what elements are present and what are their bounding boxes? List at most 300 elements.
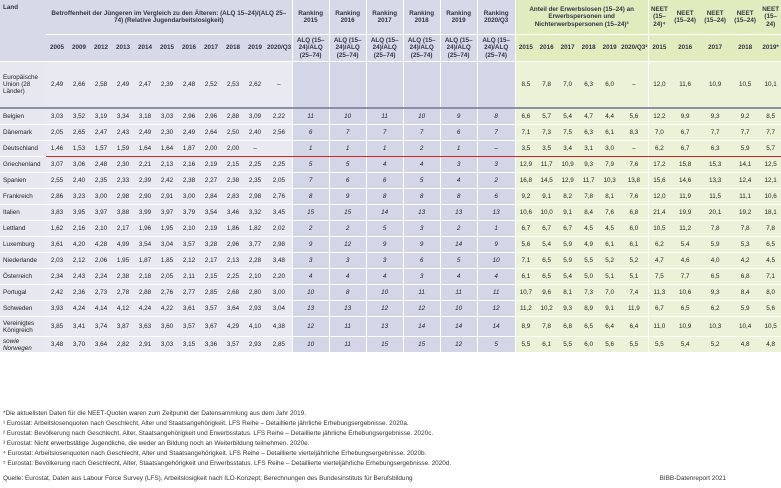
share-cell: 5,4 [557,108,578,125]
neet-cell: 4,7 [648,253,670,269]
share-cell: 11,2 [515,301,536,317]
share-cell: 8,1 [599,189,620,205]
ratio-cell: 2,00 [222,141,244,157]
ratio-cell: 3,70 [68,337,90,353]
ratio-cell: 3,18 [134,108,156,125]
ratio-cell: 1,62 [46,221,68,237]
ratio-cell: 2,91 [156,189,178,205]
neet-cell: 6,5 [670,301,700,317]
table-row [0,253,781,269]
share-cell: 9,6 [536,285,557,301]
ratio-cell: 2,05 [266,173,292,189]
ratio-cell: 2,47 [90,125,112,141]
ratio-cell: 3,00 [178,189,200,205]
ranking-cell: 6 [403,253,440,269]
ratio-cell: 3,52 [68,108,90,125]
share-cell: 8,9 [515,317,536,337]
year-header: 2017 [557,35,578,62]
ratio-cell: 3,64 [90,337,112,353]
ratio-cell: 2,76 [156,285,178,301]
ratio-cell: 2,50 [222,125,244,141]
ratio-cell: 3,57 [200,301,222,317]
ranking-cell: 9 [403,237,440,253]
share-cell: 6,5 [578,317,599,337]
ratio-cell: 2,15 [200,269,222,285]
share-cell: 12,9 [515,157,536,173]
ratio-cell: 2,73 [90,285,112,301]
ranking-cell: 11 [477,285,515,301]
share-cell: 7,0 [557,62,578,109]
ratio-cell: 2,13 [222,253,244,269]
share-cell: 7,8 [578,189,599,205]
neet-cell: 10,9 [670,317,700,337]
share-cell: 11,7 [578,173,599,189]
share-cell: 9,3 [557,301,578,317]
neet-cell: 4,5 [760,253,781,269]
ratio-cell: 3,74 [90,317,112,337]
ranking-cell: 8 [366,189,403,205]
ratio-cell: 2,58 [90,62,112,109]
ratio-cell: 2,35 [90,173,112,189]
ranking-cell: 2 [329,221,366,237]
neet-cell: 12,4 [730,173,760,189]
ratio-cell: 1,59 [112,141,134,157]
neet-cell: 21,4 [648,205,670,221]
share-cell: 5,6 [620,108,648,125]
neet-cell: 13,3 [700,173,730,189]
ratio-cell: 1,95 [156,221,178,237]
ranking-cell: 9 [477,237,515,253]
ranking-cell: 11 [403,285,440,301]
ranking-cell: 3 [440,157,477,173]
ranking-cell: 5 [440,253,477,269]
year-header: 2019 [599,35,620,62]
country-name: Griechenland [0,157,46,173]
ratio-cell [266,141,292,157]
neet-header: NEET (15–24)⁴ [648,0,670,35]
ratio-cell: 3,64 [222,301,244,317]
ranking-cell: 10 [329,108,366,125]
ratio-cell: 3,45 [266,205,292,221]
ratio-cell: 4,10 [244,317,266,337]
table-row [0,173,781,189]
ratio-cell: 2,82 [112,337,134,353]
year-header: 2014 [134,35,156,62]
ratio-cell: 1,87 [134,253,156,269]
ranking-cell: 6 [292,125,329,141]
ratio-cell: 2,56 [266,125,292,141]
share-cell: 7,3 [536,125,557,141]
ranking-cell: 11 [440,285,477,301]
year-header: 2013 [112,35,134,62]
ratio-cell: 2,42 [156,173,178,189]
ratio-cell: 2,25 [222,269,244,285]
neet-cell: 9,9 [670,108,700,125]
share-cell: 4,5 [599,221,620,237]
ratio-cell: 3,57 [178,317,200,337]
ratio-cell: 2,55 [46,173,68,189]
ranking-subheader: ALQ (15–24)/ALQ (25–74) [403,35,440,62]
ratio-cell: 1,95 [112,253,134,269]
ranking-cell: 7 [477,125,515,141]
ranking-cell: 7 [366,125,403,141]
ratio-cell: 2,49 [112,62,134,109]
neet-cell: 7,8 [760,221,781,237]
country-name: Lettland [0,221,46,237]
share-cell: 5,7 [536,108,557,125]
neet-cell: 9,2 [730,108,760,125]
neet-cell: 5,6 [760,301,781,317]
neet-cell: 4,8 [760,337,781,353]
neet-cell: 12,1 [760,173,781,189]
ratio-cell: 2,85 [266,337,292,353]
ranking-cell: 8 [329,285,366,301]
ratio-cell: 2,90 [134,189,156,205]
ranking-cell: 7 [329,125,366,141]
ranking-cell: 12 [440,337,477,353]
ranking-cell: 10 [403,108,440,125]
ratio-cell: 2,17 [112,221,134,237]
ratio-cell: 2,62 [244,62,266,109]
neet-cell: 11,1 [730,189,760,205]
ratio-cell: 3,95 [68,205,90,221]
ratio-cell: 2,98 [244,189,266,205]
share-cell: 3,5 [515,141,536,157]
ratio-cell: 1,87 [178,141,200,157]
share-cell: 6,3 [578,62,599,109]
neet-cell: 5,2 [700,337,730,353]
share-cell: 6,3 [578,125,599,141]
neet-cell: 7,7 [670,269,700,285]
share-cell: 6,7 [536,221,557,237]
ratio-cell: 3,09 [244,108,266,125]
neet-cell: 8,4 [730,285,760,301]
share-cell: 7,1 [515,253,536,269]
ratio-cell: 1,64 [134,141,156,157]
ranking-cell: 11 [292,108,329,125]
ratio-cell: 2,39 [134,173,156,189]
ranking-cell: 6 [366,173,403,189]
neet-cell: 5,9 [700,237,730,253]
neet-cell: 7,0 [648,125,670,141]
table-row [0,285,781,301]
neet-cell: 4,8 [730,337,760,353]
ratio-cell: 2,47 [134,62,156,109]
share-cell: 4,9 [578,237,599,253]
ranking-cell: 11 [366,108,403,125]
footnote: ³ Eurostat: Nicht erwerbstätige Jugendliche, die weder an Bildung noch an Weiterbildung teilnehmen. 2020e. [3,440,310,447]
ratio-cell: 3,54 [200,205,222,221]
ratio-cell: 4,12 [112,301,134,317]
year-header: 2016 [536,35,557,62]
ratio-cell: 2,49 [46,62,68,109]
ratio-cell: 2,96 [222,237,244,253]
year-header: 2015 [648,35,670,62]
ratio-cell: 3,99 [134,205,156,221]
share-cell: 6,0 [578,337,599,353]
ratio-cell: 2,98 [266,237,292,253]
neet-cell: 7,8 [730,221,760,237]
year-header: 2017 [700,35,730,62]
ratio-cell: 3,77 [244,237,266,253]
year-header: 2019 [244,35,266,62]
year-header: 2012 [90,35,112,62]
share-cell: 4,4 [599,108,620,125]
neet-cell: 14,6 [670,173,700,189]
ratio-cell: 4,28 [90,237,112,253]
ratio-cell: 2,05 [156,269,178,285]
ranking-cell: 15 [292,205,329,221]
neet-cell: 11,5 [700,189,730,205]
ratio-cell: 2,21 [134,157,156,173]
share-cell: 5,0 [578,269,599,285]
ranking-cell: 3 [403,221,440,237]
ranking-cell: 3 [292,253,329,269]
ranking-cell: 14 [366,205,403,221]
ranking-cell: 2 [403,141,440,157]
neet-cell: 8,5 [760,108,781,125]
share-cell: 6,5 [536,253,557,269]
ranking-cell: 2 [440,221,477,237]
ranking-cell: 13 [292,301,329,317]
table-body [0,62,781,353]
table-header [0,0,781,62]
ranking-cell: 6 [440,125,477,141]
ratio-cell: 2,35 [244,173,266,189]
ranking-cell: 9 [329,189,366,205]
ratio-cell: 2,83 [222,189,244,205]
footnote: ⁵ Eurostat: Bevölkerung nach Geschlecht, Alter, Staatsangehörigkeit und Erwerbsstatus. LFS Reihe – Detaillierte vierteljährliche Erhebungsergebnisse. 2020d. [3,460,452,467]
neet-cell: 10,1 [760,62,781,109]
ratio-cell: 2,27 [200,173,222,189]
ranking-cell: 4 [329,269,366,285]
share-cell: 9,3 [578,157,599,173]
ratio-cell: 3,48 [266,253,292,269]
ratio-cell: 2,10 [90,221,112,237]
year-header: 2018 [730,35,760,62]
ranking-subheader: ALQ (15–24)/ALQ (25–74) [440,35,477,62]
ratio-cell: 2,39 [156,62,178,109]
ranking-header: Ranking 2020/Q3 [477,0,515,35]
ratio-cell: 2,88 [222,108,244,125]
ranking-cell: 13 [403,205,440,221]
ranking-cell: 13 [366,317,403,337]
ratio-cell: 3,54 [134,237,156,253]
ratio-cell: 1,64 [156,141,178,157]
ranking-cell: 4 [292,269,329,285]
neet-cell: 9,3 [700,285,730,301]
ratio-cell: 4,38 [266,317,292,337]
share-cell: 14,5 [536,173,557,189]
ratio-cell: 2,65 [68,125,90,141]
ranking-cell: 6 [329,173,366,189]
share-cell: 5,9 [557,253,578,269]
ranking-cell: 13 [440,205,477,221]
share-cell: 5,9 [557,237,578,253]
ratio-cell: 3,41 [68,317,90,337]
neet-cell: 11,2 [670,221,700,237]
neet-cell: 18,1 [760,205,781,221]
ranking-cell: 12 [292,317,329,337]
ratio-cell: 3,03 [156,108,178,125]
neet-cell: 7,8 [700,221,730,237]
year-header: 2018 [222,35,244,62]
share-cell: 6,4 [599,317,620,337]
ratio-cell: 2,19 [200,221,222,237]
ranking-cell: 4 [403,157,440,173]
ranking-cell: 15 [403,337,440,353]
ratio-cell: 2,19 [200,157,222,173]
ranking-cell [403,62,440,109]
share-cell: 8,3 [620,125,648,141]
ratio-cell: 2,10 [244,269,266,285]
ratio-cell: 2,96 [200,108,222,125]
country-name: Schweden [0,301,46,317]
ratio-cell: 3,57 [178,237,200,253]
ranking-cell: 10 [366,285,403,301]
ratio-cell: 3,85 [46,317,68,337]
ratio-cell: 3,15 [178,337,200,353]
report-brand: BIBB-Datenreport 2021 [659,475,726,482]
share-cell: 8,1 [557,285,578,301]
footnote: *Die aktuellsten Daten für die NEET-Quoten waren zum Zeitpunkt der Datensammlung aus dem Jahr 2019. [3,410,306,417]
year-header: 2005 [46,35,68,62]
ratio-cell: 3,36 [200,337,222,353]
share-cell: 8,9 [578,301,599,317]
neet-cell: 11,6 [670,62,700,109]
ratio-cell: 2,15 [222,157,244,173]
neet-cell: 4,0 [700,253,730,269]
ratio-cell: 2,49 [178,125,200,141]
share-cell: 8,2 [557,189,578,205]
ratio-cell: 2,40 [68,173,90,189]
share-cell: 3,0 [599,141,620,157]
neet-cell: 4,6 [670,253,700,269]
ranking-cell [329,62,366,109]
ratio-cell: 3,07 [46,157,68,173]
ranking-cell: 5 [366,221,403,237]
ratio-cell: 2,42 [46,285,68,301]
ranking-cell: 7 [292,173,329,189]
ranking-cell: 2 [292,221,329,237]
source-note: Quelle: Eurostat, Daten aus Labour Force Survey (LFS), Arbeitslosigkeit nach ILO-Konzept; Berechnungen des Bundesinstituts für Berufsbildung [3,475,413,482]
ratio-cell: 2,49 [134,125,156,141]
ratio-cell: 2,78 [112,285,134,301]
ranking-subheader: ALQ (15–24)/ALQ (25–74) [477,35,515,62]
neet-cell: 12,5 [760,157,781,173]
table-row [0,337,781,353]
ratio-cell: 2,80 [244,285,266,301]
ratio-cell: 2,12 [178,253,200,269]
share-cell: 3,1 [578,141,599,157]
ranking-cell: 15 [329,205,366,221]
year-header: 2019* [760,35,781,62]
ranking-cell: 4 [366,157,403,173]
ranking-header: Ranking 2019 [440,0,477,35]
share-cell: 7,8 [536,62,557,109]
neet-cell: 11,9 [670,189,700,205]
ranking-cell: 11 [329,337,366,353]
share-cell: 7,4 [620,285,648,301]
ranking-cell: 10 [292,285,329,301]
ranking-cell: 15 [366,337,403,353]
country-name: Spanien [0,173,46,189]
share-cell: 10,9 [557,157,578,173]
neet-cell: 5,7 [760,141,781,157]
share-cell: 6,1 [599,237,620,253]
ratio-cell: 2,36 [68,285,90,301]
ratio-cell: 3,88 [112,205,134,221]
ratio-cell: 2,03 [46,253,68,269]
ratio-cell: – [244,141,266,157]
ratio-cell: 2,06 [90,253,112,269]
share-cell: 7,6 [620,157,648,173]
neet-cell: 12,0 [648,62,670,109]
ranking-cell: 1 [477,221,515,237]
ratio-cell: 3,79 [178,205,200,221]
share-cell: 9,1 [599,301,620,317]
neet-cell: 6,2 [700,301,730,317]
share-cell: 9,1 [536,189,557,205]
ranking-cell: 3 [477,157,515,173]
neet-cell: 5,4 [670,337,700,353]
share-cell: 5,5 [557,337,578,353]
ranking-cell: 8 [292,189,329,205]
land-header: Land [0,0,46,62]
ratio-cell: 2,13 [156,157,178,173]
ratio-cell: 3,28 [200,237,222,253]
ratio-cell: 2,38 [222,173,244,189]
ratio-cell: 3,04 [266,301,292,317]
ranking-cell: 9 [292,237,329,253]
ranking-cell: 5 [403,173,440,189]
ratio-cell: 3,87 [112,317,134,337]
neet-cell: 10,6 [760,189,781,205]
ranking-cell: 4 [366,269,403,285]
neet-cell: 9,3 [700,108,730,125]
table-row [0,141,781,157]
share-cell: 7,9 [599,157,620,173]
share-cell: 10,0 [536,205,557,221]
ranking-cell: 1 [292,141,329,157]
ratio-cell: 2,86 [46,189,68,205]
neet-cell: 7,7 [730,125,760,141]
share-cell: 10,2 [536,301,557,317]
neet-cell: 4,2 [730,253,760,269]
neet-cell: 6,3 [700,141,730,157]
ranking-cell: 5 [292,157,329,173]
ranking-cell: 4 [440,173,477,189]
share-cell: 5,1 [599,269,620,285]
share-cell: 5,6 [599,337,620,353]
ratio-cell: – [266,62,292,109]
share-cell: 10,6 [515,205,536,221]
share-cell: 9,1 [557,205,578,221]
neet-cell: 6,2 [648,141,670,157]
share-cell: 8,5 [515,62,536,109]
ranking-cell: 10 [440,301,477,317]
ratio-cell: 2,88 [134,285,156,301]
share-cell: 7,1 [515,125,536,141]
ratio-cell: 3,97 [156,205,178,221]
ratio-cell: 2,16 [68,221,90,237]
ratio-cell: 2,18 [134,269,156,285]
share-cell: 6,0 [599,62,620,109]
share-cell: 9,2 [515,189,536,205]
share-cell: 6,8 [557,317,578,337]
ratio-cell: 1,53 [68,141,90,157]
neet-cell: 11,3 [648,285,670,301]
